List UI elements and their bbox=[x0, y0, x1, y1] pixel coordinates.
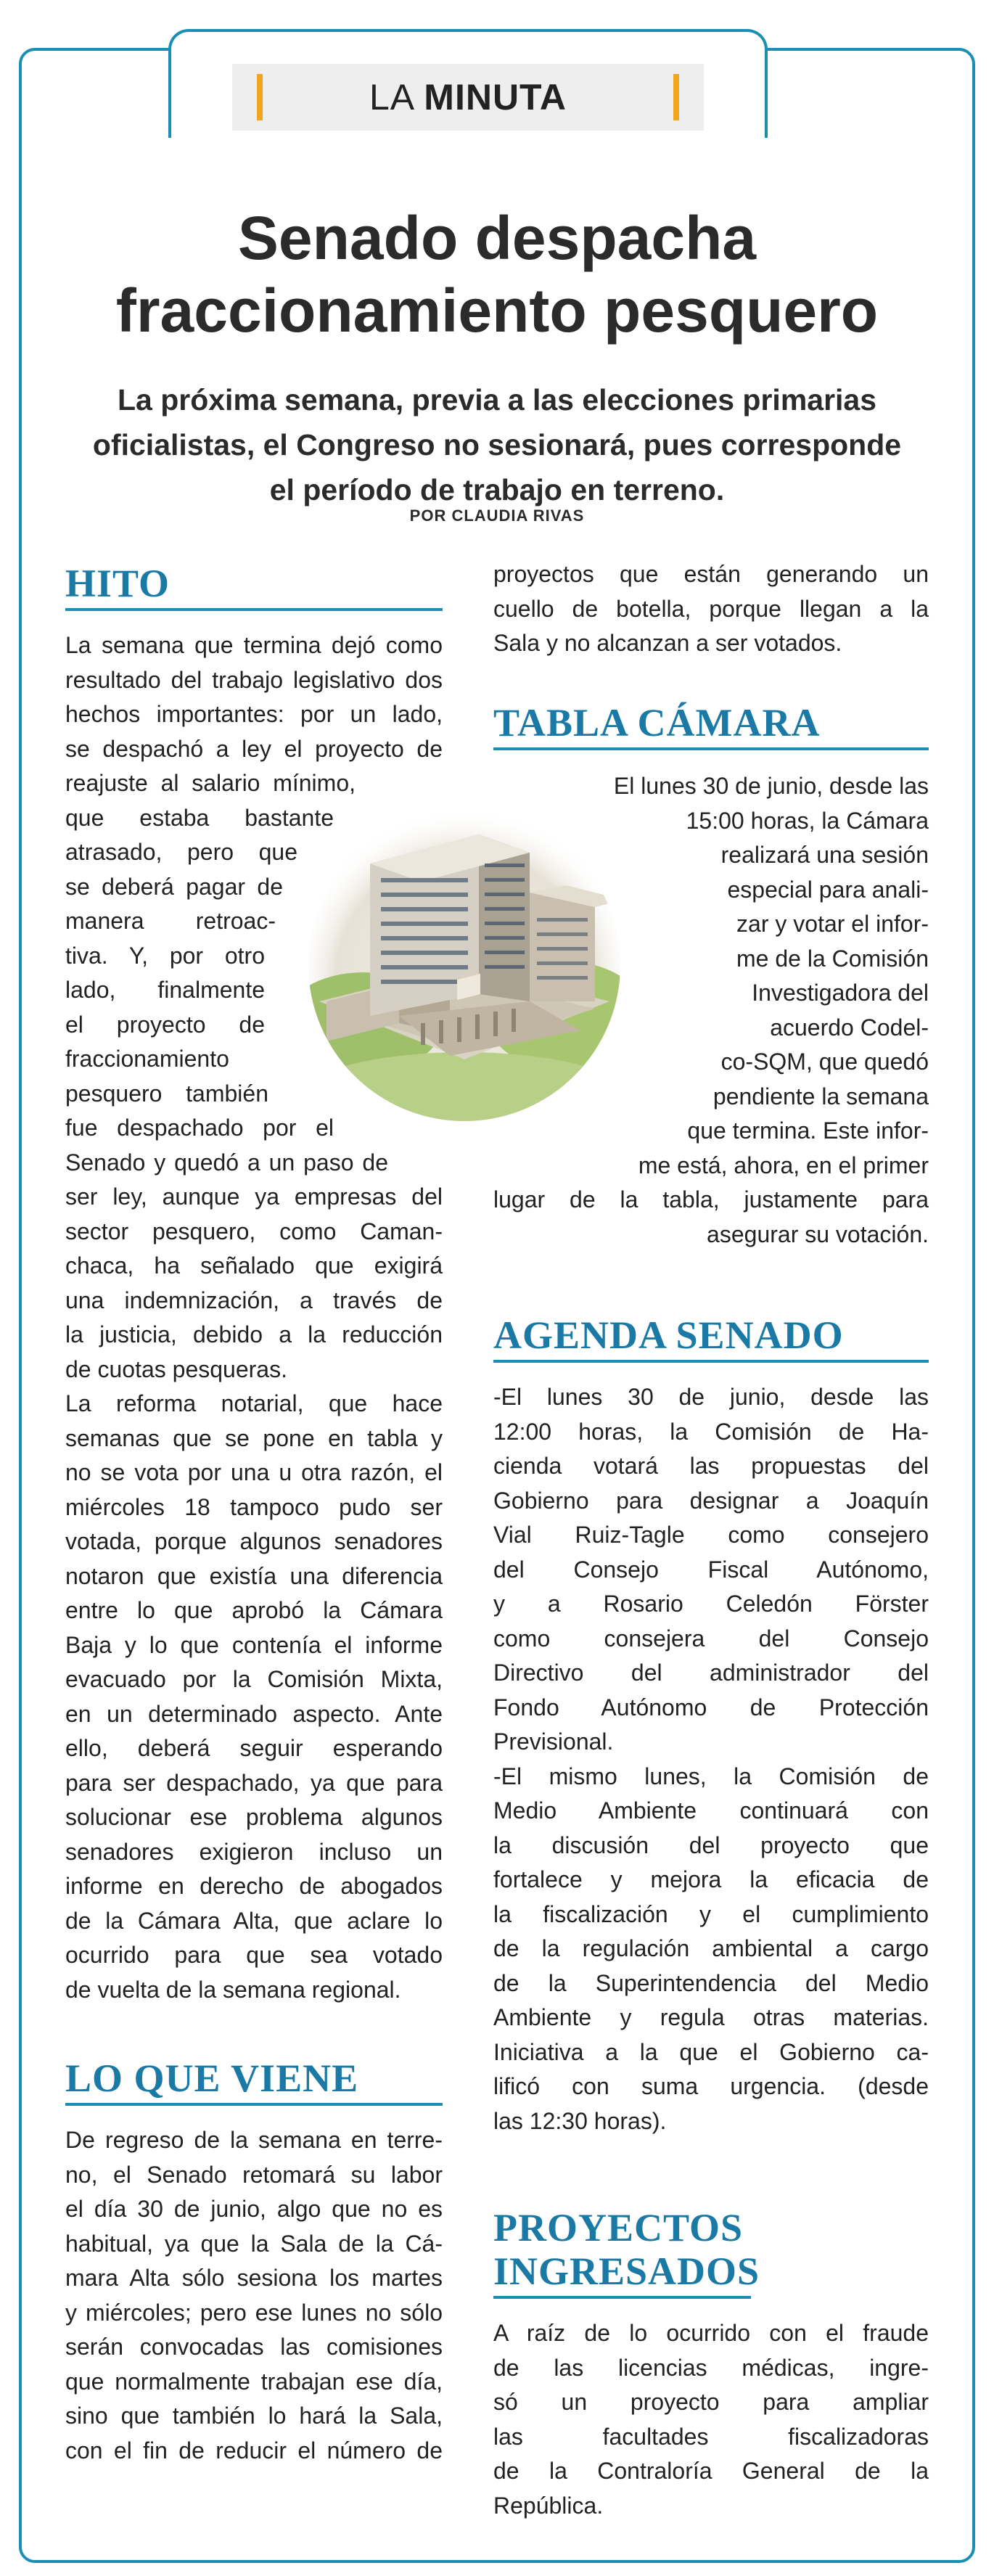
headline: Senado despacha fraccionamiento pesquero bbox=[115, 204, 879, 345]
section-rule-lo-que-viene bbox=[65, 2103, 443, 2106]
proyectos-ingresados-paragraph: A raíz de lo ocurrido con el fraude de las licencias médicas, ingre- só un proyecto para ampliar las facultades fiscalizadoras de la Contraloría General de la República. bbox=[493, 2320, 929, 2519]
body-lo-que-viene bbox=[65, 2123, 443, 2468]
section-rule-hito bbox=[65, 608, 443, 611]
tab-accent-bar-left bbox=[257, 74, 263, 120]
byline: POR CLAUDIA RIVAS bbox=[409, 506, 585, 525]
section-rule-agenda-senado bbox=[493, 1360, 929, 1363]
body-continuation bbox=[493, 557, 929, 661]
tabla-camara-paragraph: El lunes 30 de junio, desde las 15:00 horas, la Cámara realizará una sesión especial para anali- zar y votar el infor- me de la Comisión Investigadora del acuerdo Codel- co-SQM, que quedó pendiente la semana que termina. Este infor- me está, ahora, en el primer lugar de la tabla, justamente para asegurar su votación. bbox=[493, 773, 929, 1247]
section-title-agenda-senado: AGENDA SENADO bbox=[493, 1313, 844, 1357]
continuation-paragraph: proyectos que están generando un cuello de botella, porque llegan a la Sala y no alcanzan a ser votados. bbox=[493, 561, 929, 656]
header-tab bbox=[168, 29, 768, 138]
body-proyectos-ingresados bbox=[493, 2316, 929, 2523]
header-tab-label-box bbox=[232, 64, 704, 131]
agenda-senado-paragraph: -El lunes 30 de junio, desde las 12:00 horas, la Comisión de Ha- cienda votará las propuestas del Gobierno para designar a Joaquín Vial Ruiz-Tagle como consejero del Consejo Fiscal Autónomo, y a Rosario Celedón Förster como consejera del Consejo Directivo del administrador del Fondo Autónomo de Protección Previsional. -El mismo lunes, la Comisión de Medio Ambiente continuará con la discusión del proyecto que fortalece y mejora la eficacia de la fiscalización y el cumplimiento de la regulación ambiental a cargo de la Superintendencia del Medio Ambiente y regula otras materias. Iniciativa a la que el Gobierno ca- lificó con suma urgencia. (desde las 12:30 horas). bbox=[493, 1384, 929, 2134]
congress-building-illustration bbox=[290, 784, 631, 1125]
section-title-lo-que-viene: LO QUE VIENE bbox=[65, 2056, 359, 2100]
section-title-proyectos-ingresados: PROYECTOS INGRESADOS bbox=[493, 2206, 760, 2293]
section-title-tabla-camara: TABLA CÁMARA bbox=[493, 701, 821, 745]
section-title-hito: HITO bbox=[65, 562, 171, 605]
section-rule-proyectos-ingresados bbox=[493, 2296, 751, 2299]
section-rule-tabla-camara bbox=[493, 747, 929, 750]
subheadline: La próxima semana, previa a las elecciones primarias oficialistas, el Congreso no sesionará, pues corresponde el período de trabajo en terreno. bbox=[92, 383, 902, 506]
lo-que-viene-paragraph: De regreso de la semana en terre- no, el Senado retomará su labor el día 30 de junio, algo que no es habitual, ya que la Sala de la Cá- mara Alta sólo sesiona los martes y miércoles; pero ese lunes no sólo serán convocadas las comisiones que normalmente trabajan ese día, sino que también lo hará la Sala, con el fin de reducir el número de bbox=[65, 2127, 443, 2464]
tab-accent-bar-right bbox=[673, 74, 679, 120]
hito-paragraph: La semana que termina dejó como resultado del trabajo legislativo dos hechos importantes: por un lado, se despachó a ley el proyecto de reajuste al salario mínimo, que estaba bastante atrasado, pero que se deberá pagar de manera retroac- tiva. Y, por otro lado, finalmente el proyecto de fraccionamiento pesquero también fue despachado por el Senado y quedó a un paso de ser ley, aunque ya empresas del sector pesquero, como Caman- chaca, ha señalado que exigirá una indemnización, a través de la justicia, debido a la reducción de cuotas pesqueras. La reforma notarial, que hace semanas que se pone en tabla y no se vota por una u otra razón, el miércoles 18 tampoco pudo ser votada, porque algunos senadores notaron que existía una diferencia entre lo que aprobó la Cámara Baja y lo que contenía el informe evacuado por la Comisión Mixta, en un determinado aspecto. Ante ello, deberá seguir esperando para ser despachado, ya que para solucionar ese problema algunos senadores exigieron incluso un informe en derecho de abogados de la Cámara Alta, que aclare lo ocurrido para que sea votado de vuelta de la semana regional. bbox=[65, 632, 443, 2003]
section-label: LA MINUTA bbox=[369, 77, 567, 118]
body-agenda-senado bbox=[493, 1380, 929, 2138]
